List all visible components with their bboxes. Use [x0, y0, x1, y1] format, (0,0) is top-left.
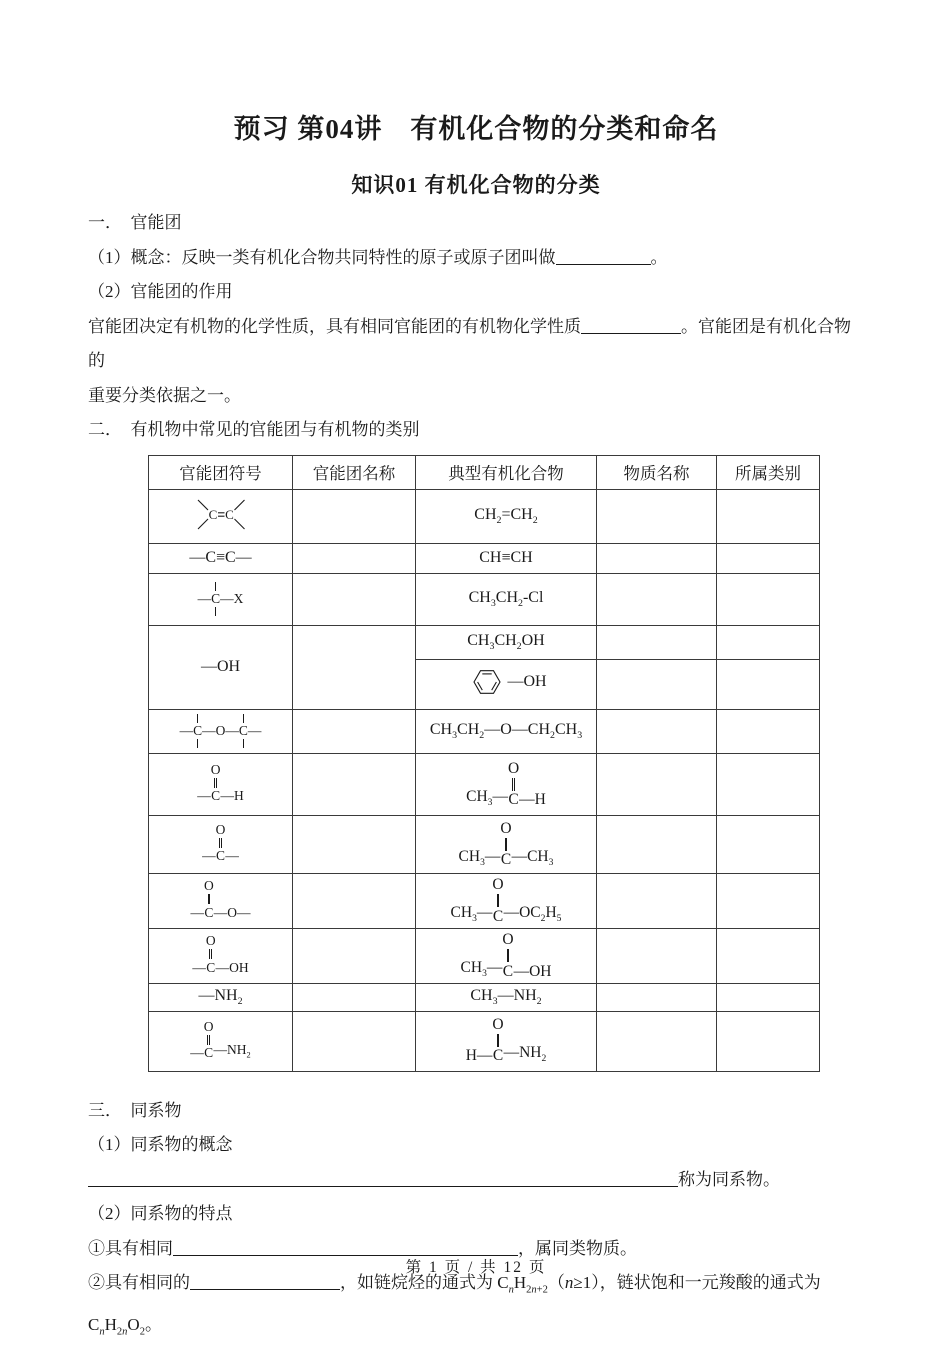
feature1-text: ①具有相同 [88, 1238, 173, 1258]
fill-in-blank [581, 320, 681, 334]
compound-acetic-acid: $CH_3—$ O C —OH [416, 928, 597, 983]
double-bond [214, 778, 217, 788]
concept-suffix: 称为同系物。 [678, 1169, 780, 1189]
fill-in-blank [173, 1242, 518, 1256]
row-amino [149, 983, 820, 1011]
empty-cell-group-name [293, 625, 416, 709]
empty-cell-group-name [293, 815, 416, 873]
heading-table-section: 二． 有机物中常见的官能团与有机物的类别 [88, 420, 420, 439]
empty-cell-substance-name [597, 709, 717, 753]
structure-hydroxyl-group: —OH [149, 625, 293, 709]
empty-cell-category [717, 983, 820, 1011]
empty-cell-group-name [293, 983, 416, 1011]
line-role-text [88, 310, 866, 379]
empty-cell-substance-name [597, 815, 717, 873]
empty-cell-group-name [293, 573, 416, 625]
empty-cell-substance-name [597, 1011, 717, 1071]
bond-down [197, 739, 198, 748]
svg-text:C: C [224, 506, 234, 522]
empty-cell-substance-name [597, 625, 717, 659]
empty-cell-substance-name [597, 873, 717, 928]
compound-methylamine: $CH_3—NH_2$ [416, 983, 597, 1011]
feature2-suffix: ，如链烷烃的通式为 $C_nH_{2n+2}(n\ge 1)$，链状饱和一元羧酸的通式为 $C_nH_{2n}O_2$。 [88, 1273, 821, 1338]
bond-up [243, 714, 244, 723]
structure-alkyne-group: —C≡C— [149, 543, 293, 573]
empty-cell-category [717, 1011, 820, 1071]
knowledge-section-title: 知识01 有机化合物的分类 [351, 173, 601, 197]
line-homolog-concept [88, 1163, 866, 1198]
empty-cell-category [717, 815, 820, 873]
empty-cell-group-name [293, 753, 416, 815]
structure-alkene-group [149, 489, 293, 543]
column-header-compound: 典型有机化合物 [416, 455, 597, 489]
bond-down [215, 607, 216, 616]
table-header-row [149, 455, 820, 489]
compound-acetaldehyde: $CH_3—$ O C —H [416, 753, 597, 815]
row-alkyne [149, 543, 820, 573]
line-concept [88, 241, 866, 276]
bond-up [197, 714, 198, 723]
line-feature-2 [88, 1266, 866, 1347]
compound-formamide: H— O C $—NH_2$ [416, 1011, 597, 1071]
empty-cell-substance-name [597, 753, 717, 815]
compound-ethanol: $CH_3CH_2OH$ [416, 625, 597, 659]
empty-cell-group-name [293, 1011, 416, 1071]
empty-cell-category [717, 543, 820, 573]
row-ester [149, 873, 820, 928]
structure-halide-group: — C —X [149, 573, 293, 625]
row-aldehyde [149, 753, 820, 815]
fill-in-blank [556, 251, 651, 265]
structure-ketone-group: — O C — [149, 815, 293, 873]
column-header-name: 官能团名称 [293, 455, 416, 489]
line-homolog-features-heading: （2）同系物的特点 [88, 1204, 233, 1223]
empty-cell-group-name [293, 873, 416, 928]
empty-cell-category [717, 709, 820, 753]
empty-cell-group-name [293, 709, 416, 753]
structure-aldehyde-group: — O C —H [149, 753, 293, 815]
compound-acetone: $CH_3—$ O C $—CH_3$ [416, 815, 597, 873]
alkene-structure-drawing [182, 492, 260, 536]
functional-groups-table [148, 455, 820, 1072]
row-ketone [149, 815, 820, 873]
empty-cell-substance-name [597, 983, 717, 1011]
empty-cell-category [717, 753, 820, 815]
empty-cell-substance-name [597, 928, 717, 983]
feature1-suffix: ，属同类物质。 [518, 1238, 637, 1258]
row-amide [149, 1011, 820, 1071]
empty-cell-category [717, 573, 820, 625]
compound-ethene: $CH_2=CH_2$ [416, 489, 597, 543]
double-bond [209, 949, 212, 959]
column-header-substance: 物质名称 [597, 455, 717, 489]
double-bond [512, 778, 515, 791]
row-alkene [149, 489, 820, 543]
fill-in-blank [190, 1276, 340, 1290]
double-bond [208, 894, 211, 904]
structure-amino-group: $—NH_2$ [149, 983, 293, 1011]
row-hydroxyl-ethanol [149, 625, 820, 659]
empty-cell-category [717, 625, 820, 659]
fill-in-blank [88, 1173, 678, 1187]
double-bond [507, 949, 510, 962]
bond-up [215, 582, 216, 591]
line-homolog-concept-heading: （1）同系物的概念 [88, 1135, 233, 1154]
double-bond [497, 894, 500, 907]
empty-cell-substance-name [597, 489, 717, 543]
concept-period: 。 [650, 247, 668, 267]
role-text: 官能团决定有机物的化学性质，具有相同官能团的有机物化学性质 [88, 316, 581, 336]
empty-cell-category [717, 489, 820, 543]
compound-ethyne: CH≡CH [416, 543, 597, 573]
empty-cell-category [717, 873, 820, 928]
empty-cell-substance-name [597, 573, 717, 625]
row-carboxyl [149, 928, 820, 983]
benzene-ring-drawing [465, 662, 507, 702]
page-number: 第 1 页 / 共 12 页 [405, 1259, 547, 1276]
empty-cell-group-name [293, 543, 416, 573]
concept-text: （1）概念：反映一类有机化合物共同特性的原子或原子团叫做 [88, 247, 556, 267]
heading-homolog: 三． 同系物 [88, 1100, 182, 1120]
page-title: 预习 第04讲 有机化合物的分类和命名 [233, 114, 719, 144]
heading-functional-group: 一． 官能团 [88, 213, 182, 232]
double-bond [497, 1034, 500, 1047]
row-halide [149, 573, 820, 625]
double-bond [207, 1035, 210, 1045]
compound-chloroethane: $CH_3CH_2-Cl$ [416, 573, 597, 625]
bond-down [243, 739, 244, 748]
role-text-cont: 。官能团是有机化合物的 [88, 316, 851, 370]
structure-amide-group: — O C $—NH_2$ [149, 1011, 293, 1071]
compound-diethyl-ether: $CH_3CH_2—O—CH_2CH_3$ [416, 709, 597, 753]
body-content [0, 198, 952, 1347]
empty-cell-group-name [293, 928, 416, 983]
empty-cell-substance-name [597, 543, 717, 573]
column-header-symbol: 官能团符号 [149, 455, 293, 489]
double-bond [219, 838, 222, 848]
empty-cell-group-name [293, 489, 416, 543]
empty-cell-category [717, 659, 820, 709]
structure-ether-group: — C —O— C — [149, 709, 293, 753]
line-role-heading: （2）官能团的作用 [88, 282, 233, 301]
structure-ester-group: — O C —O— [149, 873, 293, 928]
compound-phenol: —OH [416, 659, 597, 709]
empty-cell-substance-name [597, 659, 717, 709]
line-role-text-2: 重要分类依据之一。 [88, 385, 241, 405]
svg-text:C: C [208, 506, 217, 522]
row-ether [149, 709, 820, 753]
structure-carboxyl-group: — O C —OH [149, 928, 293, 983]
compound-ethyl-acetate: $CH_3—$ O C $—OC_2H_5$ [416, 873, 597, 928]
empty-cell-category [717, 928, 820, 983]
column-header-category: 所属类别 [717, 455, 820, 489]
double-bond [505, 838, 508, 851]
feature2-text: ②具有相同的 [88, 1273, 190, 1292]
